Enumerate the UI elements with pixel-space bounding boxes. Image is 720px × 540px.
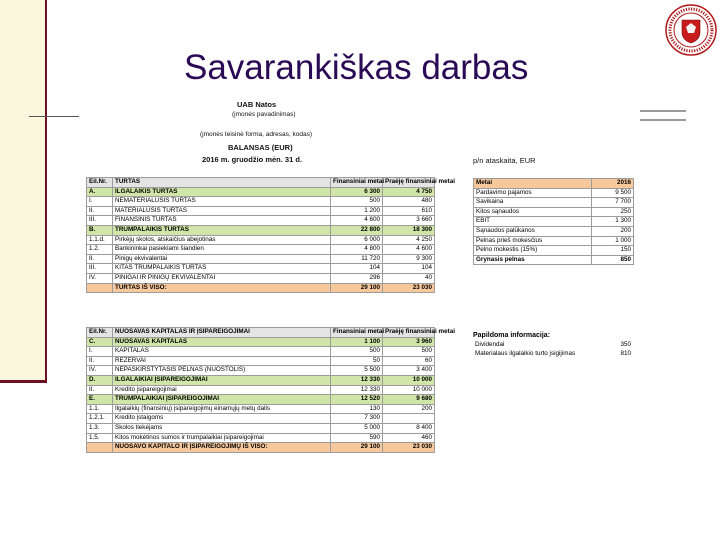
- table-row: [473, 341, 633, 350]
- row-label: KITAS TRUMPALAIKIS TURTAS: [113, 264, 331, 274]
- pl-table: [473, 178, 634, 265]
- row-number: 1.2.: [87, 245, 113, 255]
- current-year-value: 12 330: [331, 375, 383, 385]
- table-row: [87, 254, 435, 264]
- row-number: A.: [87, 187, 113, 197]
- table-row: [87, 206, 435, 216]
- company-name: UAB Natos: [237, 100, 277, 109]
- column-header: Praėję finansiniai metai: [383, 178, 435, 188]
- table-row: [474, 246, 634, 256]
- row-number: II.: [87, 356, 113, 366]
- row-number: II.: [87, 206, 113, 216]
- row-label: TRUMPALAIKIAI ĮSIPAREIGOJIMAI: [113, 395, 331, 405]
- column-header: TURTAS: [113, 178, 331, 188]
- current-year-value: 11 720: [331, 254, 383, 264]
- row-value: 7 700: [592, 198, 634, 208]
- row-value: 200: [592, 226, 634, 236]
- table-row: [87, 245, 435, 255]
- row-label: Skolos tiekėjams: [113, 423, 331, 433]
- current-year-value: 12 520: [331, 395, 383, 405]
- table-row: [87, 273, 435, 283]
- column-header: Praėję finansiniai metai: [383, 328, 435, 338]
- row-label: KAPITALAS: [113, 347, 331, 357]
- table-row: [87, 433, 435, 443]
- row-number: D.: [87, 375, 113, 385]
- table-row: [87, 283, 435, 293]
- previous-year-value: 610: [383, 206, 435, 216]
- row-number: 1.1.: [87, 404, 113, 414]
- table-row: [87, 385, 435, 395]
- previous-year-value: 23 030: [383, 283, 435, 293]
- row-number: III.: [87, 264, 113, 274]
- table-row: [87, 216, 435, 226]
- statement-date: 2016 m. gruodžio mėn. 31 d.: [202, 155, 303, 164]
- university-seal-icon: [665, 4, 717, 56]
- previous-year-value: 23 030: [383, 443, 435, 453]
- row-label: ILGALAIKIS TURTAS: [113, 187, 331, 197]
- current-year-value: 296: [331, 273, 383, 283]
- table-row: [87, 347, 435, 357]
- previous-year-value: 8 400: [383, 423, 435, 433]
- slide-title: Savarankiškas darbas: [184, 48, 529, 87]
- extra-info-title: Papildoma informacija:: [473, 332, 551, 339]
- row-label: Pelnas prieš mokesčius: [474, 236, 592, 246]
- row-label: Ilgalaikių (finansinių) įsipareigojimų einamųjų metų dalis: [113, 404, 331, 414]
- current-year-value: 500: [331, 197, 383, 207]
- current-year-value: 1 200: [331, 206, 383, 216]
- previous-year-value: 9 300: [383, 254, 435, 264]
- row-label: MATERIALUSIS TURTAS: [113, 206, 331, 216]
- row-number: I.: [87, 197, 113, 207]
- previous-year-value: 9 680: [383, 395, 435, 405]
- table-row: [474, 236, 634, 246]
- row-label: REZERVAI: [113, 356, 331, 366]
- row-value: 1 000: [592, 236, 634, 246]
- current-year-value: 50: [331, 356, 383, 366]
- extra-info-table: [473, 341, 633, 358]
- row-value: 250: [592, 207, 634, 217]
- table-row: [474, 217, 634, 227]
- current-year-value: 6 300: [331, 187, 383, 197]
- previous-year-value: 460: [383, 433, 435, 443]
- row-label: EBIT: [474, 217, 592, 227]
- previous-year-value: 10 000: [383, 375, 435, 385]
- table-row: [87, 235, 435, 245]
- previous-year-value: 4 250: [383, 235, 435, 245]
- current-year-value: 6 000: [331, 235, 383, 245]
- table-row: [87, 356, 435, 366]
- row-label: Pirkėjų skolos, atskaičius abejotinas: [113, 235, 331, 245]
- table-row: [474, 198, 634, 208]
- row-label: Kitos sąnaudos: [474, 207, 592, 217]
- row-number: II.: [87, 254, 113, 264]
- table-row: [87, 375, 435, 385]
- row-number: [87, 283, 113, 293]
- table-row: [87, 225, 435, 235]
- previous-year-value: 4 750: [383, 187, 435, 197]
- table-row: [87, 423, 435, 433]
- row-number: II.: [87, 385, 113, 395]
- current-year-value: 7 300: [331, 414, 383, 424]
- current-year-value: 5 000: [331, 423, 383, 433]
- row-label: NUOSAVO KAPITALO IR ĮSIPAREIGOJIMŲ IŠ VISO:: [113, 443, 331, 453]
- table-row: [474, 255, 634, 265]
- row-label: NEPASKIRSTYTASIS PELNAS (NUOSTOLIS): [113, 366, 331, 376]
- current-year-value: 22 800: [331, 225, 383, 235]
- row-number: C.: [87, 337, 113, 347]
- table-row: [474, 188, 634, 198]
- row-number: [87, 443, 113, 453]
- table-row: [87, 337, 435, 347]
- previous-year-value: 10 000: [383, 385, 435, 395]
- left-accent-bar: [0, 0, 47, 383]
- previous-year-value: 3 400: [383, 366, 435, 376]
- table-row: [87, 366, 435, 376]
- column-header: 2016: [592, 179, 634, 189]
- left-divider: [29, 116, 79, 117]
- row-number: 1.1.d.: [87, 235, 113, 245]
- table-row: [87, 187, 435, 197]
- left-accent-bottom: [0, 380, 47, 383]
- left-accent-line: [45, 0, 47, 383]
- row-value: 810: [620, 349, 631, 357]
- row-label: Kredito įsipareigojimai: [113, 385, 331, 395]
- table-row: [87, 197, 435, 207]
- table-row: [87, 264, 435, 274]
- previous-year-value: [383, 414, 435, 424]
- current-year-value: 4 600: [331, 216, 383, 226]
- row-value: 850: [592, 255, 634, 265]
- current-year-value: 104: [331, 264, 383, 274]
- table-row: [87, 443, 435, 453]
- table-row: [474, 207, 634, 217]
- previous-year-value: 40: [383, 273, 435, 283]
- current-year-value: 29 100: [331, 443, 383, 453]
- statement-title: BALANSAS (EUR): [228, 143, 293, 152]
- row-number: IV.: [87, 273, 113, 283]
- row-label: TURTAS IŠ VISO:: [113, 283, 331, 293]
- row-label: NUOSAVAS KAPITALAS: [113, 337, 331, 347]
- row-value: 1 300: [592, 217, 634, 227]
- previous-year-value: 104: [383, 264, 435, 274]
- current-year-value: 29 100: [331, 283, 383, 293]
- row-label: PINIGAI IR PINIGŲ EKVIVALENTAI: [113, 273, 331, 283]
- company-subtitle: (įmonės pavadinimas): [232, 111, 296, 118]
- current-year-value: 5 500: [331, 366, 383, 376]
- row-label: Savikaina: [474, 198, 592, 208]
- table-row: [87, 414, 435, 424]
- row-number: III.: [87, 216, 113, 226]
- current-year-value: 590: [331, 433, 383, 443]
- assets-table: [86, 177, 455, 293]
- table-header-row: [474, 179, 634, 189]
- row-number: B.: [87, 225, 113, 235]
- current-year-value: 12 330: [331, 385, 383, 395]
- liabilities-table: [86, 327, 455, 453]
- row-label: Kitos mokėtinos sumos ir trumpalaikiai įsipareigojimai: [113, 433, 331, 443]
- row-label: Dividendai: [475, 341, 505, 348]
- row-label: Materialaus ilgalaikio turto įsigijimas: [475, 349, 576, 357]
- row-number: 1.5.: [87, 433, 113, 443]
- previous-year-value: 500: [383, 347, 435, 357]
- current-year-value: 130: [331, 404, 383, 414]
- previous-year-value: 4 600: [383, 245, 435, 255]
- row-label: FINANSINIS TURTAS: [113, 216, 331, 226]
- row-label: ILGALAIKIAI ĮSIPAREIGOJIMAI: [113, 375, 331, 385]
- table-header-row: [87, 178, 435, 188]
- company-form-note: (įmonės teisinė forma, adresas, kodas): [200, 131, 312, 138]
- previous-year-value: 18 300: [383, 225, 435, 235]
- row-number: E.: [87, 395, 113, 405]
- row-value: 150: [592, 246, 634, 256]
- previous-year-value: 200: [383, 404, 435, 414]
- row-label: Sąnaudos palūkanos: [474, 226, 592, 236]
- row-label: Pelno mokestis (15%): [474, 246, 592, 256]
- right-divider-top: [640, 110, 686, 112]
- table-row: [473, 350, 633, 359]
- row-number: IV.: [87, 366, 113, 376]
- row-value: 350: [620, 341, 631, 348]
- previous-year-value: 480: [383, 197, 435, 207]
- table-row: [474, 226, 634, 236]
- current-year-value: 1 100: [331, 337, 383, 347]
- row-number: 1.2.1.: [87, 414, 113, 424]
- row-label: Bankininkai pasiekiami šiandien: [113, 245, 331, 255]
- previous-year-value: 3 660: [383, 216, 435, 226]
- row-number: I.: [87, 347, 113, 357]
- previous-year-value: 3 960: [383, 337, 435, 347]
- table-row: [87, 395, 435, 405]
- row-number: 1.3.: [87, 423, 113, 433]
- column-header: Metai: [474, 179, 592, 189]
- current-year-value: 500: [331, 347, 383, 357]
- row-label: NEMATERIALUSIS TURTAS: [113, 197, 331, 207]
- table-header-row: [87, 328, 435, 338]
- row-label: Pardavimo pajamos: [474, 188, 592, 198]
- current-year-value: 4 800: [331, 245, 383, 255]
- row-label: Kredito įstaigoms: [113, 414, 331, 424]
- row-label: Pinigų ekvivalentai: [113, 254, 331, 264]
- pl-title: p/n ataskaita, EUR: [473, 156, 536, 165]
- previous-year-value: 60: [383, 356, 435, 366]
- row-value: 9 500: [592, 188, 634, 198]
- right-divider-bottom: [640, 119, 686, 121]
- table-row: [87, 404, 435, 414]
- row-label: Grynasis pelnas: [474, 255, 592, 265]
- row-label: TRUMPALAIKIS TURTAS: [113, 225, 331, 235]
- column-header: Finansiniai metai: [331, 328, 383, 338]
- column-header: Eil.Nr.: [87, 178, 113, 188]
- column-header: NUOSAVAS KAPITALAS IR ĮSIPAREIGOJIMAI: [113, 328, 331, 338]
- column-header: Eil.Nr.: [87, 328, 113, 338]
- column-header: Finansiniai metai: [331, 178, 383, 188]
